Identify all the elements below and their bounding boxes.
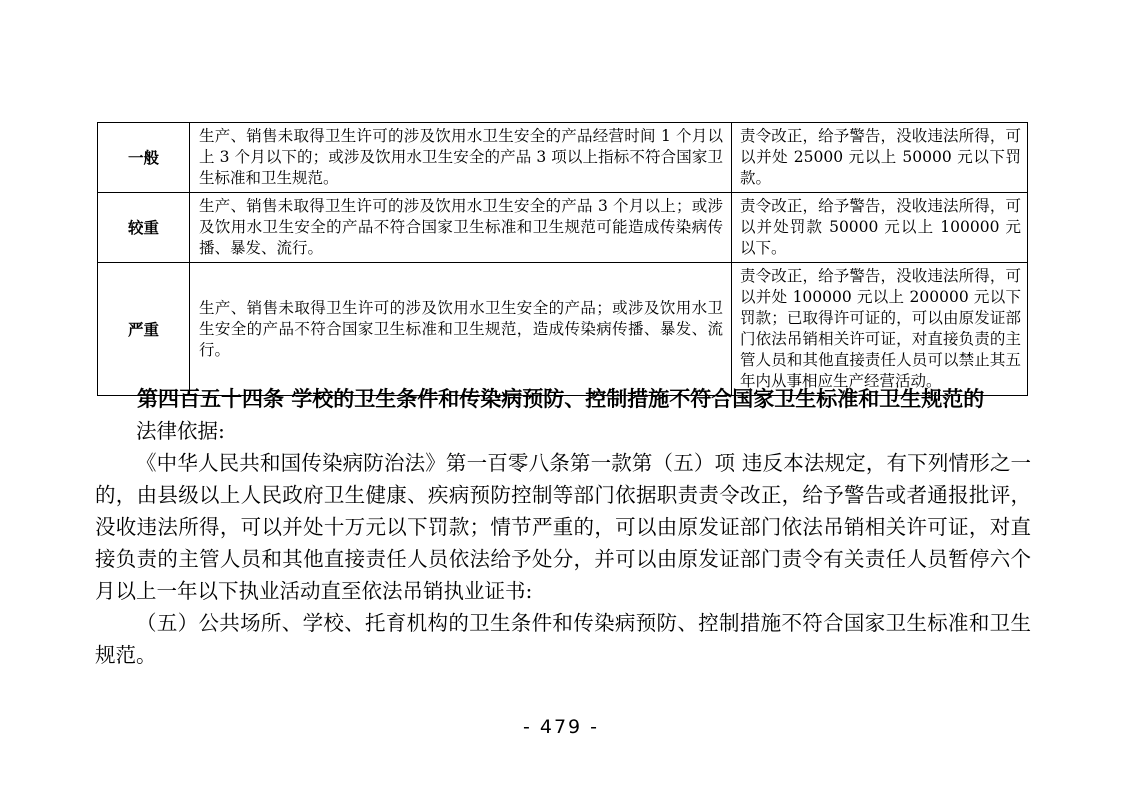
legal-text-paragraph: 《中华人民共和国传染病防治法》第一百零八条第一款第（五）项 违反本法规定，有下列情形之一的，由县级以上人民政府卫生健康、疾病预防控制等部门依据职责责令改正，给予警告或者通报批评，没收违法所得，可以并处十万元以下罚款；情节严重的，可以由原发证部门依法吊销相关许可证，对直接负责的主管人员和其他直接责任人员依法给予处分，并可以由原发证部门责令有关责任人员暂停六个月以上一年以下执业活动直至依法吊销执业证书: — [95, 451, 1031, 603]
severity-level-cell: 一般 — [98, 123, 190, 193]
legal-text-paragraph: （五）公共场所、学校、托育机构的卫生条件和传染病预防、控制措施不符合国家卫生标准和卫生规范。 — [95, 611, 1031, 667]
penalty-description-cell: 责令改正，给予警告，没收违法所得，可以并处罚款 50000 元以上 100000 元以下。 — [732, 193, 1028, 263]
article-section — [95, 383, 1031, 671]
table-row-severe — [98, 263, 1028, 396]
table-row-general — [98, 123, 1028, 193]
severity-level-cell: 严重 — [98, 263, 190, 396]
legal-basis-label: 法律依据: — [136, 419, 225, 443]
table-row-moderate — [98, 193, 1028, 263]
page-number: - 479 - — [522, 716, 600, 738]
penalty-description-cell: 责令改正，给予警告，没收违法所得，可以并处 25000 元以上 50000 元以下罚款。 — [732, 123, 1028, 193]
article-heading: 第四百五十四条 学校的卫生条件和传染病预防、控制措施不符合国家卫生标准和卫生规范的 — [137, 386, 985, 411]
violation-description-cell: 生产、销售未取得卫生许可的涉及饮用水卫生安全的产品经营时间 1 个月以上 3 个月以下的；或涉及饮用水卫生安全的产品 3 项以上指标不符合国家卫生标准和卫生规范。 — [190, 123, 732, 193]
penalty-table — [97, 122, 1028, 396]
violation-description-cell: 生产、销售未取得卫生许可的涉及饮用水卫生安全的产品；或涉及饮用水卫生安全的产品不符合国家卫生标准和卫生规范，造成传染病传播、暴发、流行。 — [190, 263, 732, 396]
severity-level-cell: 较重 — [98, 193, 190, 263]
violation-description-cell: 生产、销售未取得卫生许可的涉及饮用水卫生安全的产品 3 个月以上；或涉及饮用水卫生安全的产品不符合国家卫生标准和卫生规范可能造成传染病传播、暴发、流行。 — [190, 193, 732, 263]
penalty-description-cell: 责令改正，给予警告，没收违法所得，可以并处 100000 元以上 200000 元以下罚款；已取得许可证的，可以由原发证部门依法吊销相关许可证，对直接负责的主管人员和其他直接责任人员可以禁止其五年内从事相应生产经营活动。 — [732, 263, 1028, 396]
